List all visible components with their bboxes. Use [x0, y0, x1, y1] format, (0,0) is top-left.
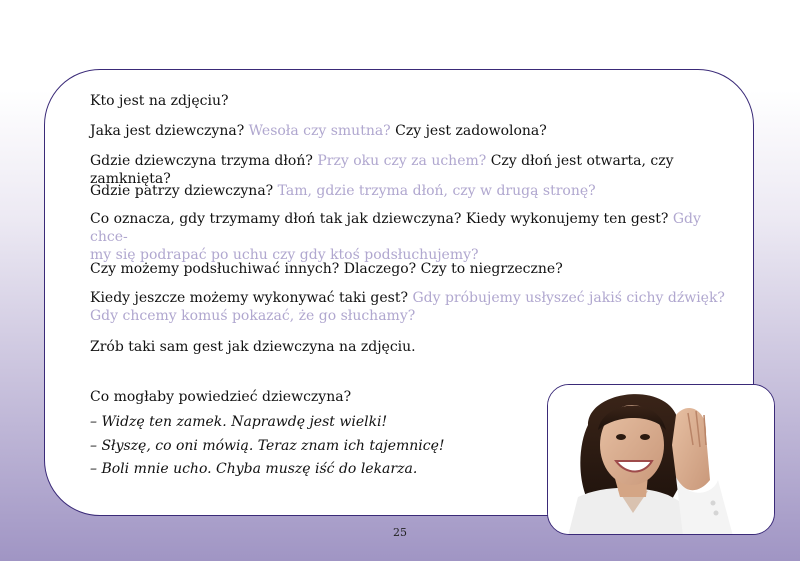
girl-listening-illustration	[548, 385, 775, 535]
hint-text: Gdy próbujemy usłyszeć jakiś cichy dźwięk?	[412, 290, 725, 306]
question-8: Zrób taki sam gest jak dziewczyna na zdjęciu.	[90, 339, 416, 355]
speech-line: – Widzę ten zamek. Naprawdę jest wielki!	[90, 414, 388, 430]
girl-listening-photo	[547, 384, 775, 535]
question-6: Czy możemy podsłuchiwać innych? Dlaczego? Czy to niegrzeczne?	[90, 261, 563, 277]
hint-text: Przy oku czy za uchem?	[317, 153, 487, 169]
hint-text: Wesoła czy smutna?	[248, 123, 391, 139]
speech-line: – Słyszę, co oni mówią. Teraz znam ich tajemnicę!	[90, 438, 445, 454]
hint-text: Tam, gdzie trzyma dłoń, czy w drugą stronę?	[277, 183, 596, 199]
hint-text: my się podrapać po uchu czy gdy ktoś podsłuchujemy?	[90, 247, 479, 263]
question-3: Gdzie dziewczyna trzyma dłoń? Przy oku czy za uchem? Czy dłoń jest otwarta, czy zamknięta?	[90, 153, 674, 187]
speech-intro: Co mogłaby powiedzieć dziewczyna?	[90, 389, 352, 405]
question-1: Kto jest na zdjęciu?	[90, 93, 229, 109]
question-5: Co oznacza, gdy trzymamy dłoń tak jak dziewczyna? Kiedy wykonujemy ten gest? Gdy chce- my się podrapać po uchu czy gdy ktoś podsłuchujemy?	[90, 211, 701, 263]
page-number: 25	[393, 526, 407, 539]
question-2: Jaka jest dziewczyna? Wesoła czy smutna? Czy jest zadowolona?	[90, 123, 547, 139]
hint-text: Gdy chce-	[90, 211, 701, 245]
question-7: Kiedy jeszcze możemy wykonywać taki gest? Gdy próbujemy usłyszeć jakiś cichy dźwięk? Gdy chcemy komuś pokazać, że go słuchamy?	[90, 290, 725, 324]
question-4: Gdzie patrzy dziewczyna? Tam, gdzie trzyma dłoń, czy w drugą stronę?	[90, 183, 596, 199]
hint-text: Gdy chcemy komuś pokazać, że go słuchamy?	[90, 308, 416, 324]
speech-line: – Boli mnie ucho. Chyba muszę iść do lekarza.	[90, 461, 418, 477]
